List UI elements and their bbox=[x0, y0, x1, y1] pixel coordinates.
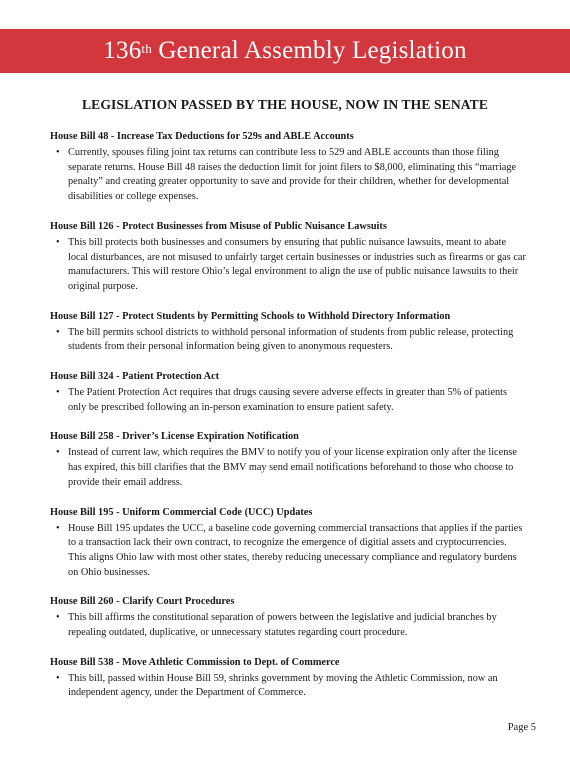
bill-list bbox=[50, 130, 526, 716]
bill-text: The Patient Protection Act requires that drugs causing severe adverse effects in greater than 5% of patients only be prescribed following an in-person examination to ensure patient safety. bbox=[68, 387, 507, 413]
bill-title: House Bill 324 - Patient Protection Act bbox=[50, 371, 220, 383]
bill-description bbox=[50, 236, 526, 295]
bill-description bbox=[50, 146, 526, 205]
bill-text: Currently, spouses filing joint tax returns can contribute less to 529 and ABLE accounts than those filing separate returns. House Bill 48 raises the deduction limit for joint filers to $8,000, eliminating this “marriage penalty” and creating greater opportunity to save and provide for their children, whether for developmental disabilities or college expenses. bbox=[68, 147, 517, 203]
bullet-icon: • bbox=[56, 522, 60, 534]
section-heading: LEGISLATION PASSED BY THE HOUSE, NOW IN THE SENATE bbox=[81, 97, 488, 112]
banner-suffix: th bbox=[141, 41, 152, 56]
bill-title: House Bill 126 - Protect Businesses from Misuse of Public Nuisance Lawsuits bbox=[50, 220, 387, 232]
bill-entry bbox=[50, 595, 526, 640]
bill-description bbox=[50, 611, 526, 640]
bill-title: House Bill 258 - Driver’s License Expiration Notification bbox=[50, 431, 299, 443]
header-banner bbox=[0, 29, 570, 73]
bullet-icon: • bbox=[56, 387, 60, 399]
bill-text: This bill protects both businesses and consumers by ensuring that public nuisance lawsuits, meant to abate local disturbances, are not misused to unfairly target certain businesses or industries such as firearms or gas car manufacturers. This will restore Ohio’s legal environment to align the use of public nuisance lawsuits to their original purpose. bbox=[68, 236, 526, 292]
bill-title: House Bill 538 - Move Athletic Commission to Dept. of Commerce bbox=[50, 656, 340, 668]
bill-title: House Bill 195 - Uniform Commercial Code (UCC) Updates bbox=[50, 506, 313, 518]
bill-text: House Bill 195 updates the UCC, a baseline code governing commercial transactions that applies if the parties to a transaction lack their own contract, to recognize the emergence of digitial assets and cryptocurrencies. This aligns Ohio law with most other states, thereby reducing unecessary compliance and regulatory burdens on Ohio businesses. bbox=[68, 522, 523, 578]
page-number: Page 5 bbox=[507, 722, 536, 733]
bullet-icon: • bbox=[56, 612, 60, 624]
bill-text: This bill affirms the constitutional separation of powers between the legislative and judicial branches by repealing outdated, duplicative, or unnecessary statutes regarding court procedure. bbox=[68, 612, 497, 639]
bill-title: House Bill 127 - Protect Students by Permitting Schools to Withhold Directory Information bbox=[50, 310, 451, 322]
bill-title: House Bill 48 - Increase Tax Deductions for 529s and ABLE Accounts bbox=[50, 131, 354, 142]
bill-description bbox=[50, 522, 526, 581]
bill-description bbox=[50, 446, 526, 490]
bill-description bbox=[50, 386, 526, 415]
bill-entry bbox=[50, 220, 526, 295]
bill-title: House Bill 260 - Clarify Court Procedures bbox=[50, 596, 235, 608]
bill-text: Instead of current law, which requires the BMV to notify you of your license expiration only after the license has expired, this bill clarifies that the BMV may send email notifications beforehand to those who choose to provide their email address. bbox=[68, 447, 517, 488]
bullet-icon: • bbox=[56, 326, 60, 338]
banner-title: General Assembly Legislation bbox=[158, 37, 467, 64]
bill-entry bbox=[50, 130, 526, 205]
bill-entry bbox=[50, 310, 526, 355]
bill-entry bbox=[50, 656, 526, 701]
bill-text: The bill permits school districts to withhold personal information of students from public release, protecting students from their personal information being given to anonymous requesters. bbox=[68, 326, 514, 353]
bill-entry bbox=[50, 430, 526, 490]
bill-description bbox=[50, 672, 526, 701]
bill-description bbox=[50, 326, 526, 355]
bullet-icon: • bbox=[56, 147, 60, 158]
bullet-icon: • bbox=[56, 447, 60, 459]
bill-entry bbox=[50, 370, 526, 415]
bullet-icon: • bbox=[56, 236, 60, 248]
bill-text: This bill, passed within House Bill 59, shrinks government by moving the Athletic Commission, now an independent agency, under the Department of Commerce. bbox=[68, 672, 498, 699]
bill-entry bbox=[50, 506, 526, 581]
bullet-icon: • bbox=[56, 672, 60, 684]
banner-number: 136 bbox=[103, 37, 142, 64]
